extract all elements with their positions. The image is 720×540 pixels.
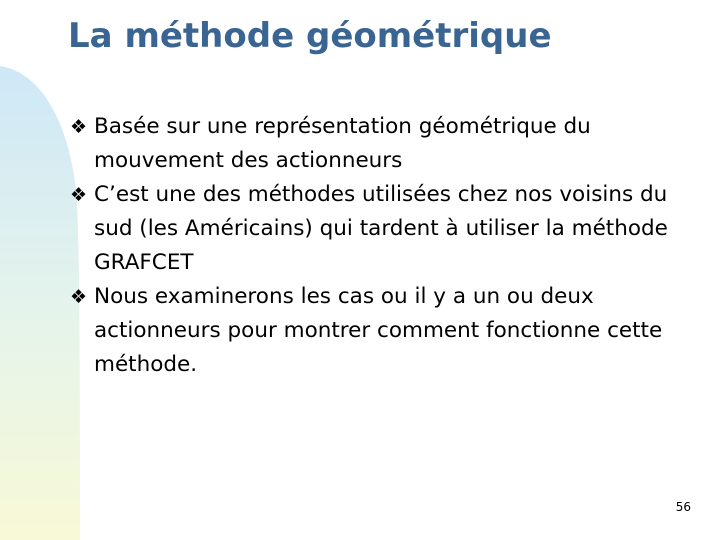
slide-title: La méthode géométrique: [68, 16, 552, 56]
bullet-text: Basée sur une représentation géométrique du mouvement des actionneurs: [94, 114, 591, 173]
diamond-bullet-icon: ❖: [70, 184, 88, 206]
diamond-bullet-icon: ❖: [70, 116, 88, 138]
bullet-text: Nous examinerons les cas ou il y a un ou deux actionneurs pour montrer comment fonctionne cette méthode.: [94, 284, 663, 377]
bullet-text: C’est une des méthodes utilisées chez nos voisins du sud (les Américains) qui tardent à utiliser la méthode GRAFCET: [94, 182, 668, 275]
decorative-left-gradient: [0, 0, 80, 540]
bullet-item: [70, 280, 690, 382]
bullet-list: [70, 110, 690, 382]
diamond-bullet-icon: ❖: [70, 286, 88, 308]
bullet-item: [70, 178, 690, 280]
page-number: 56: [675, 500, 691, 514]
bullet-item: [70, 110, 690, 178]
